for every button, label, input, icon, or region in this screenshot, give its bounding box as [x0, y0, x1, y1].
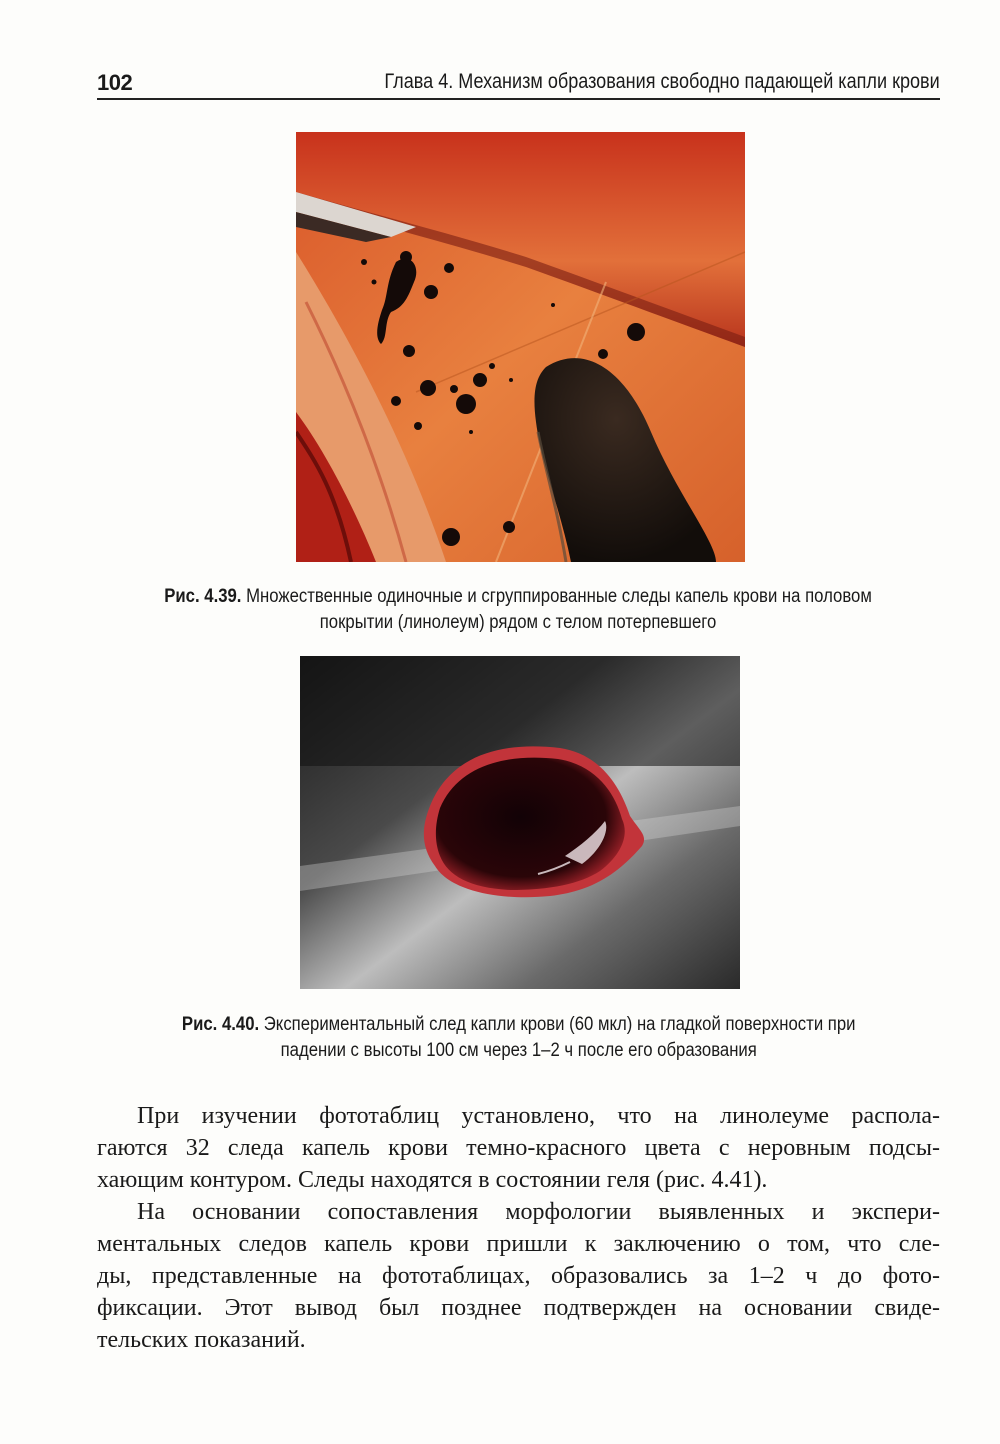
chapter-title: Глава 4. Механизм образования свободно падающей капли крови: [384, 70, 940, 93]
figure-photo-blood-drops-on-linoleum: [296, 132, 745, 562]
figure-label: Рис. 4.40.: [181, 1014, 259, 1035]
caption-text: Множественные одиночные и сгруппированные следы капель крови на половом: [246, 586, 873, 607]
blood-drops-linoleum-image: [296, 132, 745, 562]
figure-caption-4-40: [97, 1012, 940, 1064]
page-number: 102: [97, 70, 133, 95]
paragraph-line: тельских показаний.: [97, 1327, 306, 1353]
paragraph-line: ды, представленные на фототаблицах, образовались за 1–2 ч до фото-: [97, 1263, 940, 1289]
figure-photo-experimental-blood-drop: [300, 656, 740, 989]
figure-label: Рис. 4.39.: [164, 586, 242, 607]
paragraph-line: ментальных следов капель крови пришли к заключению о том, что сле-: [97, 1231, 940, 1257]
body-paragraph-1: [97, 1100, 940, 1196]
experimental-blood-drop-image: [300, 656, 740, 989]
paragraph-line: гаются 32 следа капель крови темно-красного цвета с неровным подсы-: [97, 1135, 940, 1161]
caption-text: покрытии (линолеум) рядом с телом потерпевшего: [320, 612, 717, 633]
paragraph-line: фиксации. Этот вывод был позднее подтвержден на основании свиде-: [97, 1295, 940, 1321]
caption-text: Экспериментальный след капли крови (60 мкл) на гладкой поверхности при: [263, 1014, 856, 1035]
paragraph-line: На основании сопоставления морфологии выявленных и экспери-: [137, 1199, 940, 1225]
running-header: [97, 66, 940, 100]
caption-text: падении с высоты 100 см через 1–2 ч после его образования: [280, 1040, 757, 1061]
paragraph-line: хающим контуром. Следы находятся в состоянии геля (рис. 4.41).: [97, 1167, 768, 1193]
paragraph-line: При изучении фототаблиц установлено, что на линолеуме распола-: [137, 1103, 940, 1129]
figure-caption-4-39: [97, 584, 940, 636]
body-paragraph-2: [97, 1196, 940, 1356]
